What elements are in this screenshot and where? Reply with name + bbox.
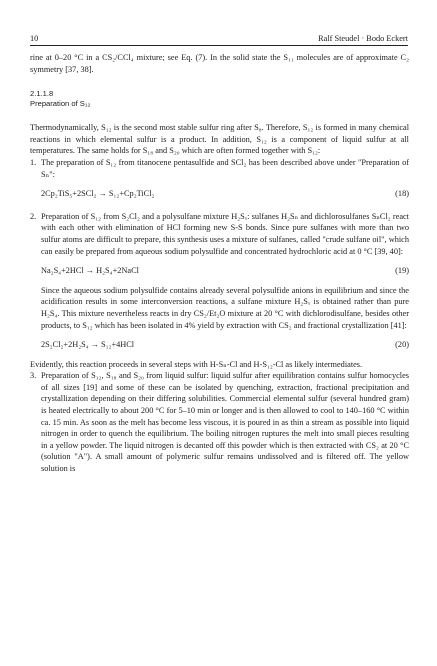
page-content (30, 52, 409, 475)
body-paragraph: Thermodynamically, S₁₂ is the second most stable sulfur ring after S₈. Therefore, S₁₂ is formed in many chemical reactions in which elemental sulfur is a product. In addition, S₁₂ is a component of liquid sulfur at all temperatures. The same holds for S₁₈ and S₂₀ which are often formed together with S₁₂: (30, 123, 409, 156)
equation-20 (41, 339, 409, 351)
list-item-text: The preparation of S₁₂ from titanocene pentasulfide and SCl₂ has been described above under "Preparation of Sₙ": (41, 157, 409, 179)
running-header (30, 34, 408, 46)
list-item-number: 1. (30, 157, 37, 167)
equation-19 (41, 265, 409, 277)
equation-text: Na₂S₄+2HCl → H₂S₄+2NaCl (41, 266, 139, 276)
list-item-number: 2. (30, 211, 37, 221)
section-title: Preparation of S₁₂ (30, 99, 91, 109)
equation-number: (18) (395, 189, 409, 199)
equation-text: 2S₂Cl₂+2H₂S₄ → S₁₂+4HCl (41, 340, 135, 350)
list-item-2 (30, 211, 409, 371)
list-item-paragraph-2: Since the aqueous sodium polysulfide contains already several polysulfide anions in equilibrium and since the acidification results in some interconversion reactions, a sulfane mixture H₂Sₓ is obtained rather than pure H₂S₄. This mixture nevertheless reacts in dry CS₂/Et₂O mixture at 20 °C with dichlorodisulfane, besides other products, to S₁₂ which has been isolated in 4% yield by extraction with CS₂ and fractional crystallization [41]: (41, 285, 409, 330)
list-item-text: Preparation of S₁₂ from S₂Cl₂ and a polysulfane mixture H₂Sₓ: sulfanes H₂Sₙ and dichlorosulfanes SₙCl₂ react with each other with elimination of HCl forming new S-S bonds. Since pure sulfanes with more than two sulfur atoms are difficult to prepare, this synthesis uses a mixture of sulfanes, called "crude sulfane oil", which can easily be prepared from aqueous sodium polysulfide and concentrated hydrochloric acid at 0 °C [39, 40]: (41, 211, 409, 256)
after-equation-paragraph: Evidently, this reaction proceeds in several steps with H-Sₙ-Cl and H-S₁₂-Cl as likely intermediates. (30, 359, 363, 369)
page-number: 10 (30, 34, 39, 43)
running-head-authors: Ralf Steudel · Bodo Eckert (318, 34, 408, 43)
equation-number: (20) (395, 340, 409, 350)
section-number: 2.1.1.8 (30, 89, 54, 99)
intro-paragraph: rine at 0–20 °C in a CS₂/CCl₄ mixture; see Eq. (7). In the solid state the S₁₁ molecules are of approximate C₂ symmetry [37, 38]. (30, 53, 409, 74)
equation-text: 2Cp₂TiS₅+2SCl₂ → S₁₂+Cp₂TiCl₂ (41, 189, 155, 199)
equation-18 (41, 188, 409, 200)
list-item-1 (30, 157, 409, 200)
list-item-3 (30, 370, 409, 474)
list-item-number: 3. (30, 371, 37, 381)
equation-number: (19) (395, 266, 409, 276)
list-item-text: Preparation of S₁₂, S₁₈ and S₂₀ from liquid sulfur: liquid sulfur after equilibration contains sulfur homocycles of all sizes [19] and some of these can be isolated by quenching, extraction, fractional precipitation and crystallization depending on their differing solubilities. Commercial elemental sulfur (several hundred gram) is heated electrically to about 200 °C for 5–10 min or longer and is then allowed to cool to 140–160 °C within ca. 15 min. As soon as the melt has become less viscous, it is poured in as thin a stream as possible into liquid nitrogen in order to quench the equilibrium. The boiling nitrogen ruptures the melt into small pieces resulting in a yellow powder. The liquid nitrogen is decanted off this powder which is then extracted with CS₂ at 20 °C (solution "A"). A small amount of polymeric sulfur remains undissolved and is filtered off. The yellow solution is (41, 371, 409, 474)
